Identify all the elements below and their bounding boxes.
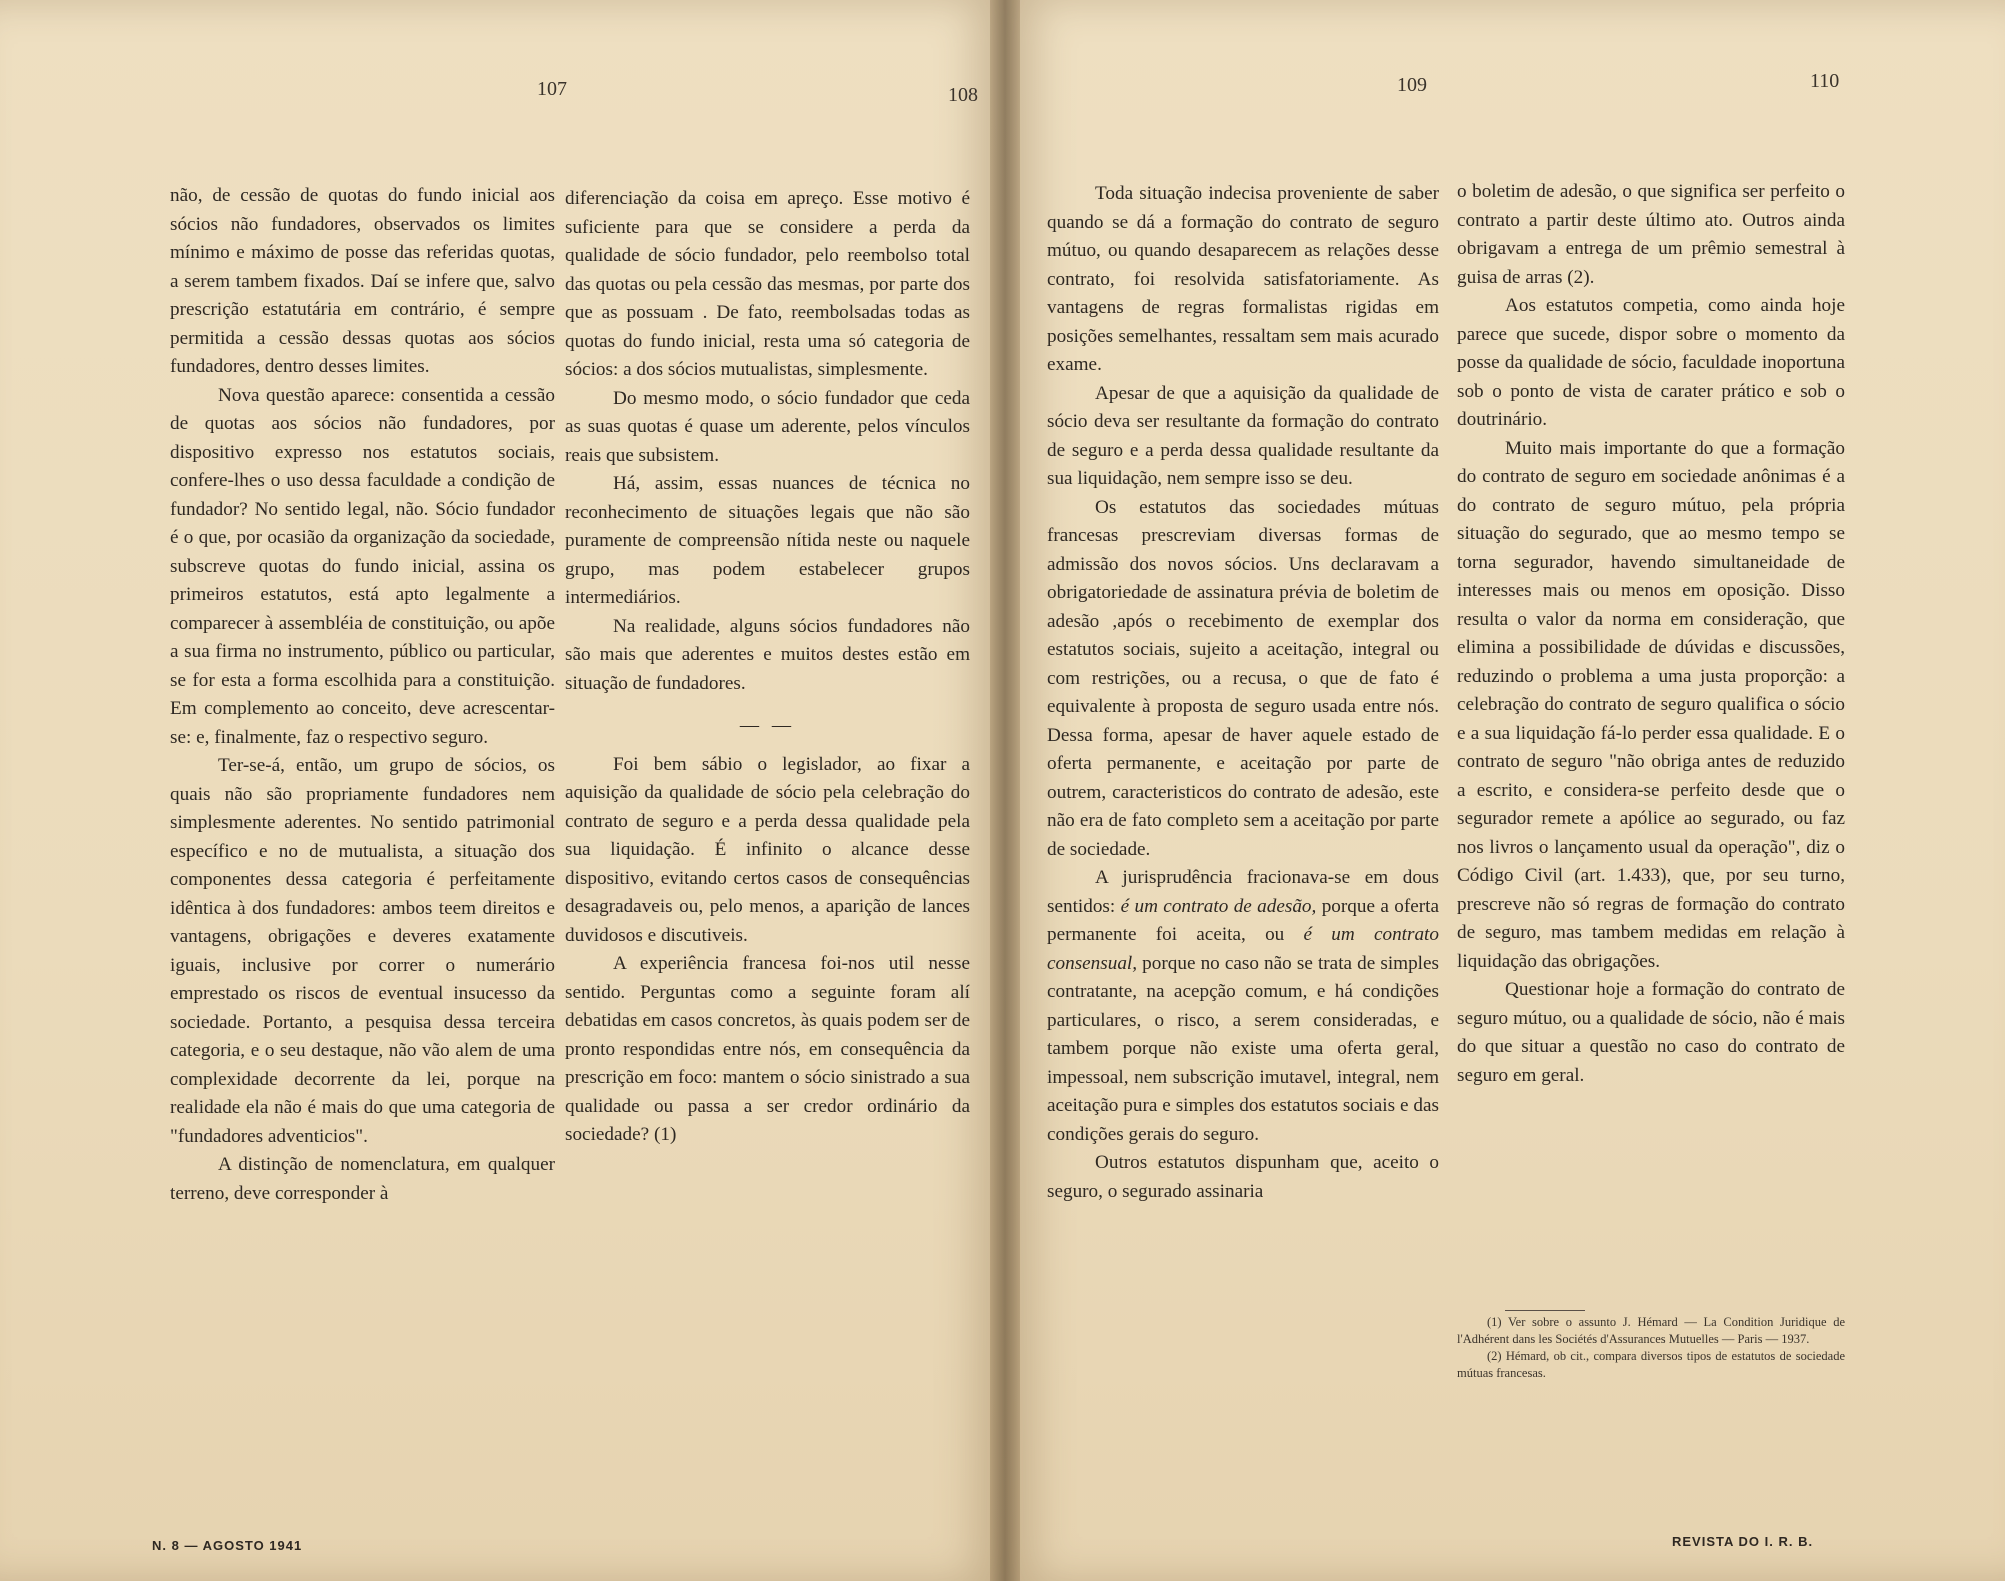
italic-run: é um contrato de adesão, <box>1120 895 1317 917</box>
paragraph: Apesar de que a aquisição da qualidade de sócio deva ser resultante da formação do contrato de seguro e a perda dessa qualidade resultante da sua liquidação, nem sempre isso se deu. <box>1047 382 1439 489</box>
paragraph: Na realidade, alguns sócios fundadores não são mais que aderentes e muitos destes estão em situação de fundadores. <box>565 615 970 694</box>
running-footer-issue: N. 8 — AGOSTO 1941 <box>152 1538 303 1553</box>
column-page-108 <box>565 185 970 1150</box>
paragraph: A experiência francesa foi-nos util nesse sentido. Perguntas como a seguinte foram alí debatidas em casos concretos, às quais podem ser de pronto respondidas entre nós, em consequência da prescrição em foco: mantem o sócio sinistrado a sua qualidade ou passa a ser credor ordinário da sociedade? (1) <box>565 953 970 1145</box>
book-gutter <box>990 0 1020 1581</box>
column-page-107 <box>170 182 555 1208</box>
footnotes <box>1457 1314 1845 1382</box>
right-scan-page <box>1005 0 2005 1581</box>
column-page-109 <box>1047 180 1439 1206</box>
paragraph: Do mesmo modo, o sócio fundador que ceda as suas quotas é quase um aderente, pelos vínculos reais que subsistem. <box>565 387 970 466</box>
footnote-2: (2) Hémard, ob cit., compara diversos tipos de estatutos de sociedade mútuas francesas. <box>1457 1349 1845 1380</box>
paragraph: A distinção de nomenclatura, em qualquer terreno, deve corresponder à <box>170 1154 555 1204</box>
paragraph: Aos estatutos competia, como ainda hoje parece que sucede, dispor sobre o momento da posse da qualidade de sócio, faculdade inoportuna sob o ponto de vista de carater prático e sob o doutrinário. <box>1457 295 1845 430</box>
paragraph: Questionar hoje a formação do contrato de seguro mútuo, ou a qualidade de sócio, não é mais do que situar a questão no caso do contrato de seguro em geral. <box>1457 979 1845 1086</box>
text-run: A jurisprudência fracionava-se em dous sentidos: <box>1047 867 1439 917</box>
paragraph: o boletim de adesão, o que significa ser perfeito o contrato a partir deste último ato. Outros ainda obrigavam a entrega de um prêmio semestral à guisa de arras (2). <box>1457 181 1845 288</box>
paragraph: Foi bem sábio o legislador, ao fixar a aquisição da qualidade de sócio pela celebração do contrato de seguro e a perda dessa qualidade pela sua liquidação. É infinito o alcance desse dispositivo, evitando certos casos de consequências desagradaveis ou, pelo menos, a aparição de lances duvidosos e discutiveis. <box>565 753 970 946</box>
paragraph: não, de cessão de quotas do fundo inicial aos sócios não fundadores, observados os limites mínimo e máximo de posse das referidas quotas, a serem tambem fixados. Daí se infere que, salvo prescrição estatutária em contrário, é sempre permitida a cessão dessas quotas aos sócios fundadores, dentro desses limites. <box>170 185 555 377</box>
italic-run: é um contrato consensual, <box>1047 924 1439 974</box>
page-number-107: 107 <box>537 78 567 100</box>
page-number-110: 110 <box>1810 70 1840 92</box>
paragraph: diferenciação da coisa em apreço. Esse motivo é suficiente para que se considere a perda da qualidade de sócio fundador, pelo reembolso total das quotas ou pela cessão das mesmas, por parte dos que as possuam . De fato, reembolsadas todas as quotas do fundo inicial, resta uma só categoria de sócios: a dos sócios mutualistas, simplesmente. <box>565 188 970 380</box>
paragraph: Os estatutos das sociedades mútuas francesas prescreviam diversas formas de admissão dos novos sócios. Uns declaravam a obrigatoriedade de assinatura prévia de boletim de adesão ,após o recebimento de exemplar dos estatutos sociais, sujeito a aceitação, integral ou com restrições, ou a recusa, o que de fato é equivalente à proposta de seguro usada entre nós. Dessa forma, apesar de haver aquele estado de oferta permanente, e aceitação por parte de outrem, caracteristicos do contrato de adesão, este não era de fato completo sem a aceitação por parte de sociedade. <box>1047 496 1439 860</box>
paragraph: Nova questão aparece: consentida a cessão de quotas aos sócios não fundadores, por dispositivo expresso nos estatutos sociais, confere-lhes o uso dessa faculdade a condição de fundador? No sentido legal, não. Sócio fundador é o que, por ocasião da organização da sociedade, subscreve quotas do fundo inicial, assina os primeiros estatutos, está apto legalmente a comparecer à assembléia de constituição, ou apõe a sua firma no instrumento, público ou particular, se for esta a forma escolhida para a constituição. Em complemento ao conceito, deve acrescentar-se: e, finalmente, faz o respectivo seguro. <box>170 384 555 748</box>
paragraph: Outros estatutos dispunham que, aceito o seguro, o segurado assinaria <box>1047 1152 1439 1202</box>
text-run: porque no caso não se trata de simples contratante, na acepção comum, e há condições particulares, o risco, a serem consideradas, e tambem porque não existe uma oferta geral, impessoal, nem subscrição imutavel, integral, nem aceitação pura e simples dos estatutos sociais e das condições gerais do seguro. <box>1047 952 1439 1145</box>
section-separator: — — <box>739 715 796 736</box>
page-number-109: 109 <box>1397 74 1427 96</box>
text-run: porque a oferta permanente foi aceita, ou <box>1047 895 1439 945</box>
column-page-110 <box>1457 178 1845 1090</box>
running-footer-journal: REVISTA DO I. R. B. <box>1672 1534 1814 1549</box>
footnote-rule <box>1505 1310 1585 1311</box>
footnote-1: (1) Ver sobre o assunto J. Hémard — La Condition Juridique de l'Adhérent dans les Sociétés d'Assurances Mutuelles — Paris — 1937. <box>1457 1315 1845 1346</box>
paragraph: Há, assim, essas nuances de técnica no reconhecimento de situações legais que não são puramente de compreensão nítida neste ou naquele grupo, mas podem estabelecer grupos intermediários. <box>565 473 970 608</box>
paragraph <box>1047 864 1439 1149</box>
paragraph: Muito mais importante do que a formação do contrato de seguro em sociedade anônimas é a do contrato de seguro mútuo, pela própria situação do segurado, que ao mesmo tempo se torna segurador, havendo simultaneidade de interesses mais ou menos em oposição. Disso resulta o valor da norma em consideração, que elimina a possibilidade de dúvidas e discussões, reduzindo o problema a uma justa proporção: a celebração do contrato de seguro qualifica o sócio e a sua liquidação fá-lo perder essa qualidade. E o contrato de seguro "não obriga antes de reduzido a escrito, e considera-se perfeito desde que o segurador remete a apólice ao segurado, ou faz nos livros o lançamento usual da operação", diz o Código Civil (art. 1.433), que, por seu turno, prescreve não só regras de formação do contrato de seguro, mas tambem medidas em relação à liquidação das obrigações. <box>1457 437 1845 972</box>
paragraph: Ter-se-á, então, um grupo de sócios, os quais não são propriamente fundadores nem simplesmente aderentes. No sentido patrimonial específico e no de mutualista, a situação dos componentes dessa categoria é perfeitamente idêntica à dos fundadores: ambos teem direitos e vantagens, obrigações e deveres exatamente iguais, inclusive por correr o numerário emprestado os riscos de eventual insucesso da sociedade. Portanto, a pesquisa dessa terceira categoria, e o seu destaque, não vão alem de uma complexidade decorrente da lei, porque na realidade ela não é mais do que uma categoria de "fundadores adventicios". <box>170 755 555 1147</box>
paragraph: Toda situação indecisa proveniente de saber quando se dá a formação do contrato de seguro mútuo, ou quando desaparecem as relações desse contrato, foi resolvida satisfatoriamente. As vantagens de regras formalistas rigidas em posições semelhantes, ressaltam sem mais acurado exame. <box>1047 183 1439 375</box>
page-number-108: 108 <box>948 84 978 106</box>
